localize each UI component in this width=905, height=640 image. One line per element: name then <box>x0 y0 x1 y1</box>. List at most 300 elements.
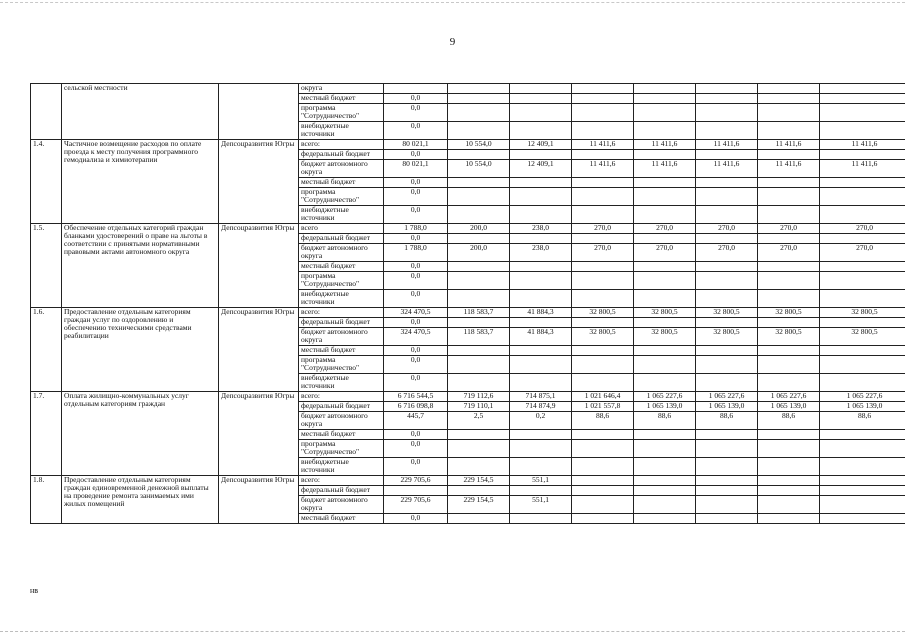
funding-source-cell: программа "Сотрудничество" <box>299 104 384 122</box>
year-amount-cell <box>572 272 634 290</box>
year-amount-cell <box>572 430 634 440</box>
funding-source-cell: всего: <box>299 140 384 150</box>
year-amount-cell <box>572 206 634 224</box>
year-amount-cell <box>696 188 758 206</box>
funding-source-cell: местный бюджет <box>299 430 384 440</box>
year-amount-cell: 32 800,5 <box>572 308 634 318</box>
year-amount-cell: 270,0 <box>820 224 905 234</box>
year-amount-cell <box>758 476 820 486</box>
year-amount-cell <box>448 234 510 244</box>
funding-source-cell: всего: <box>299 392 384 402</box>
funding-source-cell: бюджет автономного округа <box>299 160 384 178</box>
year-amount-cell <box>572 84 634 94</box>
year-amount-cell <box>820 188 905 206</box>
funding-source-cell: программа "Сотрудничество" <box>299 356 384 374</box>
total-amount-cell <box>384 486 448 496</box>
total-amount-cell: 0,0 <box>384 104 448 122</box>
year-amount-cell <box>510 94 572 104</box>
year-amount-cell <box>634 122 696 140</box>
table-row <box>31 140 905 150</box>
year-amount-cell: 270,0 <box>634 244 696 262</box>
year-amount-cell <box>820 318 905 328</box>
year-amount-cell: 12 409,1 <box>510 140 572 150</box>
year-amount-cell <box>510 234 572 244</box>
year-amount-cell <box>758 234 820 244</box>
executor-cell: Депсоцразвития Югры <box>219 140 299 224</box>
year-amount-cell <box>820 476 905 486</box>
year-amount-cell <box>696 430 758 440</box>
activity-name-cell: Частичное возмещение расходов по оплате проезда к месту получения программного гемодиализа и химиотерапии <box>62 140 219 224</box>
year-amount-cell <box>696 150 758 160</box>
activity-name-cell: Предоставление отдельным категориям граждан услуг по оздоровлению и обеспечению техническими средствами реабилитации <box>62 308 219 392</box>
year-amount-cell: 88,6 <box>572 412 634 430</box>
year-amount-cell <box>448 356 510 374</box>
year-amount-cell <box>820 486 905 496</box>
year-amount-cell: 41 884,3 <box>510 328 572 346</box>
year-amount-cell <box>572 440 634 458</box>
year-amount-cell: 200,0 <box>448 224 510 234</box>
year-amount-cell <box>448 374 510 392</box>
year-amount-cell <box>634 356 696 374</box>
year-amount-cell <box>820 496 905 514</box>
year-amount-cell: 1 065 139,0 <box>696 402 758 412</box>
year-amount-cell: 32 800,5 <box>820 308 905 318</box>
funding-source-cell: федеральный бюджет <box>299 486 384 496</box>
year-amount-cell <box>758 430 820 440</box>
year-amount-cell <box>448 262 510 272</box>
total-amount-cell: 0,0 <box>384 272 448 290</box>
year-amount-cell <box>696 346 758 356</box>
year-amount-cell: 1 065 139,0 <box>634 402 696 412</box>
year-amount-cell <box>634 476 696 486</box>
year-amount-cell <box>448 430 510 440</box>
funding-source-cell: федеральный бюджет <box>299 402 384 412</box>
year-amount-cell: 714 875,1 <box>510 392 572 402</box>
year-amount-cell: 41 884,3 <box>510 308 572 318</box>
year-amount-cell <box>758 346 820 356</box>
year-amount-cell: 270,0 <box>758 244 820 262</box>
year-amount-cell <box>510 346 572 356</box>
year-amount-cell <box>634 430 696 440</box>
year-amount-cell <box>510 318 572 328</box>
funding-source-cell: местный бюджет <box>299 94 384 104</box>
year-amount-cell: 88,6 <box>634 412 696 430</box>
year-amount-cell <box>510 356 572 374</box>
year-amount-cell <box>510 458 572 476</box>
year-amount-cell <box>758 206 820 224</box>
page-number: 9 <box>449 36 456 48</box>
year-amount-cell <box>634 234 696 244</box>
year-amount-cell: 270,0 <box>572 244 634 262</box>
funding-source-cell: внебюджетные источники <box>299 458 384 476</box>
year-amount-cell <box>634 104 696 122</box>
year-amount-cell <box>758 496 820 514</box>
year-amount-cell <box>510 486 572 496</box>
year-amount-cell <box>448 178 510 188</box>
year-amount-cell <box>758 150 820 160</box>
year-amount-cell: 88,6 <box>696 412 758 430</box>
year-amount-cell <box>696 486 758 496</box>
year-amount-cell <box>634 178 696 188</box>
executor-cell: Депсоцразвития Югры <box>219 224 299 308</box>
total-amount-cell: 229 705,6 <box>384 496 448 514</box>
year-amount-cell <box>634 206 696 224</box>
year-amount-cell <box>634 84 696 94</box>
year-amount-cell <box>696 318 758 328</box>
year-amount-cell <box>696 514 758 524</box>
funding-source-cell: округа <box>299 84 384 94</box>
total-amount-cell <box>384 84 448 94</box>
year-amount-cell <box>510 104 572 122</box>
year-amount-cell <box>696 290 758 308</box>
executor-cell: Депсоцразвития Югры <box>219 476 299 524</box>
year-amount-cell <box>634 188 696 206</box>
year-amount-cell: 118 583,7 <box>448 328 510 346</box>
year-amount-cell <box>572 262 634 272</box>
year-amount-cell <box>696 476 758 486</box>
funding-source-cell: местный бюджет <box>299 346 384 356</box>
year-amount-cell <box>820 430 905 440</box>
year-amount-cell <box>448 94 510 104</box>
executor-cell: Депсоцразвития Югры <box>219 308 299 392</box>
year-amount-cell <box>448 458 510 476</box>
year-amount-cell <box>758 262 820 272</box>
year-amount-cell <box>572 188 634 206</box>
year-amount-cell <box>572 178 634 188</box>
funding-source-cell: программа "Сотрудничество" <box>299 440 384 458</box>
year-amount-cell <box>634 346 696 356</box>
year-amount-cell: 32 800,5 <box>758 308 820 318</box>
year-amount-cell <box>448 150 510 160</box>
year-amount-cell: 1 065 139,0 <box>820 402 905 412</box>
year-amount-cell <box>572 290 634 308</box>
year-amount-cell: 1 065 227,6 <box>758 392 820 402</box>
year-amount-cell <box>820 290 905 308</box>
year-amount-cell: 238,0 <box>510 224 572 234</box>
table-row <box>31 224 905 234</box>
year-amount-cell: 32 800,5 <box>696 328 758 346</box>
year-amount-cell: 229 154,5 <box>448 476 510 486</box>
funding-source-cell: внебюджетные источники <box>299 206 384 224</box>
year-amount-cell <box>448 84 510 94</box>
year-amount-cell <box>820 514 905 524</box>
year-amount-cell <box>696 272 758 290</box>
year-amount-cell: 32 800,5 <box>634 328 696 346</box>
total-amount-cell: 6 716 544,5 <box>384 392 448 402</box>
year-amount-cell <box>758 356 820 374</box>
year-amount-cell <box>696 122 758 140</box>
total-amount-cell: 445,7 <box>384 412 448 430</box>
total-amount-cell: 0,0 <box>384 318 448 328</box>
table-row <box>31 476 905 486</box>
year-amount-cell <box>572 122 634 140</box>
year-amount-cell <box>820 150 905 160</box>
year-amount-cell <box>572 514 634 524</box>
year-amount-cell <box>634 94 696 104</box>
funding-source-cell: федеральный бюджет <box>299 150 384 160</box>
activity-name-cell: Предоставление отдельным категориям граждан единовременной денежной выплаты на проведение ремонта занимаемых ими жилых помещений <box>62 476 219 524</box>
year-amount-cell: 32 800,5 <box>820 328 905 346</box>
year-amount-cell: 1 021 646,4 <box>572 392 634 402</box>
year-amount-cell: 10 554,0 <box>448 160 510 178</box>
total-amount-cell: 0,0 <box>384 262 448 272</box>
year-amount-cell: 11 411,6 <box>820 160 905 178</box>
year-amount-cell <box>634 514 696 524</box>
year-amount-cell <box>510 514 572 524</box>
total-amount-cell: 0,0 <box>384 440 448 458</box>
year-amount-cell <box>510 178 572 188</box>
year-amount-cell: 229 154,5 <box>448 496 510 514</box>
year-amount-cell: 200,0 <box>448 244 510 262</box>
total-amount-cell: 324 470,5 <box>384 328 448 346</box>
funding-source-cell: всего: <box>299 476 384 486</box>
year-amount-cell <box>758 486 820 496</box>
year-amount-cell <box>696 458 758 476</box>
year-amount-cell <box>634 496 696 514</box>
year-amount-cell <box>758 122 820 140</box>
year-amount-cell: 11 411,6 <box>696 160 758 178</box>
funding-source-cell: всего: <box>299 308 384 318</box>
funding-source-cell: местный бюджет <box>299 178 384 188</box>
funding-source-cell: федеральный бюджет <box>299 234 384 244</box>
funding-source-cell: внебюджетные источники <box>299 122 384 140</box>
year-amount-cell <box>634 458 696 476</box>
year-amount-cell <box>758 514 820 524</box>
funding-source-cell: федеральный бюджет <box>299 318 384 328</box>
year-amount-cell: 719 112,6 <box>448 392 510 402</box>
year-amount-cell: 11 411,6 <box>634 140 696 150</box>
year-amount-cell <box>448 290 510 308</box>
funding-source-cell: программа "Сотрудничество" <box>299 188 384 206</box>
year-amount-cell <box>758 84 820 94</box>
year-amount-cell <box>510 262 572 272</box>
year-amount-cell <box>448 104 510 122</box>
year-amount-cell <box>510 188 572 206</box>
total-amount-cell: 0,0 <box>384 514 448 524</box>
year-amount-cell: 118 583,7 <box>448 308 510 318</box>
year-amount-cell: 11 411,6 <box>572 140 634 150</box>
year-amount-cell <box>696 496 758 514</box>
year-amount-cell: 1 065 227,6 <box>634 392 696 402</box>
year-amount-cell <box>448 122 510 140</box>
total-amount-cell: 1 788,0 <box>384 224 448 234</box>
year-amount-cell: 11 411,6 <box>758 140 820 150</box>
total-amount-cell: 0,0 <box>384 346 448 356</box>
year-amount-cell <box>820 122 905 140</box>
year-amount-cell <box>510 430 572 440</box>
year-amount-cell <box>572 458 634 476</box>
item-number-cell: 1.7. <box>31 392 62 476</box>
year-amount-cell <box>820 84 905 94</box>
year-amount-cell <box>510 122 572 140</box>
total-amount-cell: 0,0 <box>384 234 448 244</box>
year-amount-cell <box>510 206 572 224</box>
year-amount-cell <box>634 318 696 328</box>
budget-table-body <box>31 84 905 524</box>
total-amount-cell: 0,0 <box>384 458 448 476</box>
year-amount-cell <box>634 272 696 290</box>
year-amount-cell <box>448 188 510 206</box>
year-amount-cell <box>758 104 820 122</box>
table-row <box>31 308 905 318</box>
year-amount-cell <box>696 84 758 94</box>
year-amount-cell: 1 065 227,6 <box>696 392 758 402</box>
year-amount-cell <box>448 514 510 524</box>
year-amount-cell <box>510 440 572 458</box>
executor-cell: Депсоцразвития Югры <box>219 392 299 476</box>
year-amount-cell <box>572 476 634 486</box>
funding-source-cell: бюджет автономного округа <box>299 496 384 514</box>
total-amount-cell: 80 021,1 <box>384 140 448 150</box>
total-amount-cell: 0,0 <box>384 150 448 160</box>
funding-source-cell: бюджет автономного округа <box>299 412 384 430</box>
year-amount-cell <box>696 440 758 458</box>
year-amount-cell: 88,6 <box>820 412 905 430</box>
year-amount-cell <box>634 486 696 496</box>
funding-source-cell: внебюджетные источники <box>299 290 384 308</box>
total-amount-cell: 229 705,6 <box>384 476 448 486</box>
year-amount-cell: 11 411,6 <box>696 140 758 150</box>
year-amount-cell <box>820 262 905 272</box>
year-amount-cell <box>572 486 634 496</box>
year-amount-cell <box>510 272 572 290</box>
year-amount-cell <box>634 440 696 458</box>
year-amount-cell <box>758 272 820 290</box>
year-amount-cell: 270,0 <box>696 224 758 234</box>
year-amount-cell: 32 800,5 <box>634 308 696 318</box>
year-amount-cell <box>696 178 758 188</box>
year-amount-cell <box>696 206 758 224</box>
item-number-cell: 1.6. <box>31 308 62 392</box>
year-amount-cell <box>820 234 905 244</box>
funding-source-cell: всего <box>299 224 384 234</box>
year-amount-cell <box>820 178 905 188</box>
year-amount-cell <box>572 94 634 104</box>
total-amount-cell: 0,0 <box>384 94 448 104</box>
funding-source-cell: местный бюджет <box>299 262 384 272</box>
total-amount-cell: 0,0 <box>384 430 448 440</box>
year-amount-cell: 0,2 <box>510 412 572 430</box>
total-amount-cell: 0,0 <box>384 178 448 188</box>
year-amount-cell <box>572 356 634 374</box>
funding-source-cell: внебюджетные источники <box>299 374 384 392</box>
year-amount-cell <box>758 440 820 458</box>
year-amount-cell <box>572 150 634 160</box>
year-amount-cell: 1 065 139,0 <box>758 402 820 412</box>
year-amount-cell <box>758 290 820 308</box>
funding-source-cell: местный бюджет <box>299 514 384 524</box>
year-amount-cell: 270,0 <box>696 244 758 262</box>
year-amount-cell <box>696 356 758 374</box>
scan-edge-top <box>0 2 905 3</box>
year-amount-cell <box>696 234 758 244</box>
total-amount-cell: 0,0 <box>384 374 448 392</box>
year-amount-cell <box>758 458 820 476</box>
year-amount-cell <box>448 440 510 458</box>
total-amount-cell: 324 470,5 <box>384 308 448 318</box>
year-amount-cell <box>696 374 758 392</box>
year-amount-cell <box>448 206 510 224</box>
year-amount-cell <box>758 94 820 104</box>
year-amount-cell <box>696 262 758 272</box>
year-amount-cell <box>634 150 696 160</box>
year-amount-cell: 270,0 <box>572 224 634 234</box>
year-amount-cell <box>758 318 820 328</box>
year-amount-cell: 1 065 227,6 <box>820 392 905 402</box>
year-amount-cell: 32 800,5 <box>572 328 634 346</box>
year-amount-cell <box>820 374 905 392</box>
year-amount-cell: 270,0 <box>634 224 696 234</box>
year-amount-cell <box>572 104 634 122</box>
year-amount-cell <box>510 84 572 94</box>
year-amount-cell: 88,6 <box>758 412 820 430</box>
year-amount-cell: 2,5 <box>448 412 510 430</box>
year-amount-cell <box>510 290 572 308</box>
total-amount-cell: 0,0 <box>384 188 448 206</box>
year-amount-cell: 11 411,6 <box>572 160 634 178</box>
item-number-cell: 1.4. <box>31 140 62 224</box>
total-amount-cell: 1 788,0 <box>384 244 448 262</box>
year-amount-cell: 714 874,9 <box>510 402 572 412</box>
item-number-cell <box>31 84 62 140</box>
total-amount-cell: 0,0 <box>384 122 448 140</box>
year-amount-cell <box>758 178 820 188</box>
total-amount-cell: 0,0 <box>384 206 448 224</box>
year-amount-cell <box>634 290 696 308</box>
year-amount-cell <box>572 374 634 392</box>
year-amount-cell: 270,0 <box>758 224 820 234</box>
year-amount-cell: 12 409,1 <box>510 160 572 178</box>
year-amount-cell: 1 021 557,8 <box>572 402 634 412</box>
year-amount-cell <box>696 104 758 122</box>
total-amount-cell: 0,0 <box>384 356 448 374</box>
year-amount-cell <box>758 374 820 392</box>
year-amount-cell <box>448 318 510 328</box>
year-amount-cell <box>758 188 820 206</box>
year-amount-cell <box>572 234 634 244</box>
year-amount-cell <box>510 374 572 392</box>
year-amount-cell <box>820 104 905 122</box>
activity-name-cell: сельской местности <box>62 84 219 140</box>
year-amount-cell: 32 800,5 <box>758 328 820 346</box>
year-amount-cell <box>634 262 696 272</box>
footer-initials: нв <box>30 586 39 595</box>
funding-source-cell: бюджет автономного округа <box>299 328 384 346</box>
year-amount-cell <box>820 356 905 374</box>
year-amount-cell <box>820 440 905 458</box>
activity-name-cell: Обеспечение отдельных категорий граждан бланками удостоверений о праве на льготы в соответствии с принятыми нормативными правовыми актами автономного округа <box>62 224 219 308</box>
year-amount-cell: 11 411,6 <box>758 160 820 178</box>
year-amount-cell <box>696 94 758 104</box>
year-amount-cell <box>820 272 905 290</box>
year-amount-cell <box>820 458 905 476</box>
year-amount-cell <box>448 346 510 356</box>
executor-cell <box>219 84 299 140</box>
year-amount-cell <box>510 150 572 160</box>
funding-source-cell: программа "Сотрудничество" <box>299 272 384 290</box>
year-amount-cell <box>572 346 634 356</box>
budget-table <box>30 83 905 524</box>
year-amount-cell: 11 411,6 <box>820 140 905 150</box>
funding-source-cell: бюджет автономного округа <box>299 244 384 262</box>
year-amount-cell: 551,1 <box>510 496 572 514</box>
table-row <box>31 392 905 402</box>
year-amount-cell <box>820 206 905 224</box>
year-amount-cell <box>572 496 634 514</box>
total-amount-cell: 80 021,1 <box>384 160 448 178</box>
year-amount-cell <box>820 94 905 104</box>
year-amount-cell: 551,1 <box>510 476 572 486</box>
